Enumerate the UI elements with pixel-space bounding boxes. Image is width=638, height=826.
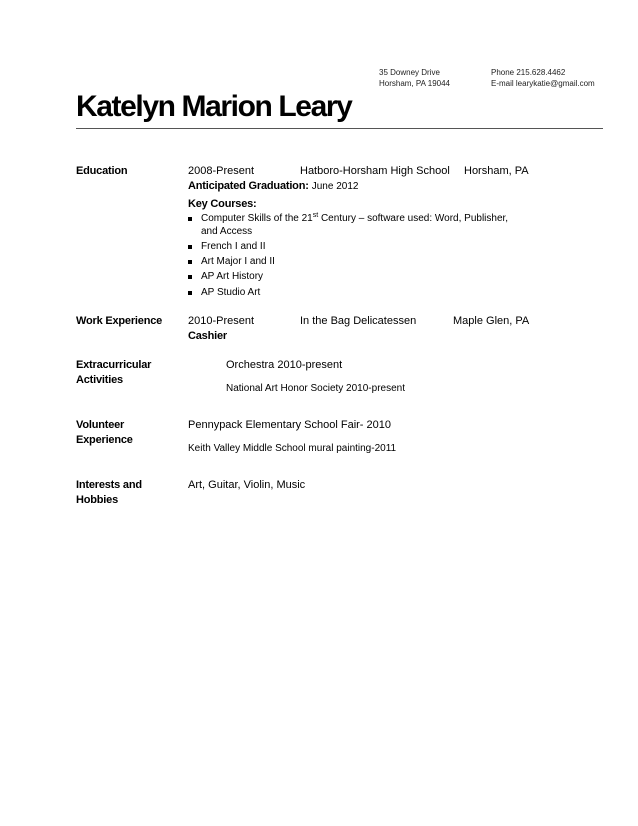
graduation-date: June 2012	[311, 181, 359, 192]
work-title: Cashier	[188, 330, 227, 342]
work-heading: Work Experience	[76, 315, 163, 327]
interests-text: Art, Guitar, Violin, Music	[188, 479, 306, 491]
work-location: Maple Glen, PA	[453, 315, 530, 327]
resume-name: Katelyn Marion Leary	[76, 90, 352, 123]
graduation-label: Anticipated Graduation:	[188, 180, 309, 192]
course-item: Art Major I and II	[201, 256, 275, 267]
education-location: Horsham, PA	[464, 165, 529, 177]
education-school: Hatboro-Horsham High School	[300, 165, 450, 177]
interests-heading: Interests and Hobbies	[76, 479, 142, 506]
key-courses-label: Key Courses:	[188, 198, 257, 210]
volunteer-item: Keith Valley Middle School mural painting-2011	[188, 443, 397, 454]
work-dates: 2010-Present	[188, 315, 255, 327]
volunteer-item: Pennypack Elementary School Fair- 2010	[188, 419, 391, 431]
bullet-icon	[188, 275, 192, 279]
work-employer: In the Bag Delicatessen	[300, 315, 417, 327]
anticipated-graduation	[188, 179, 358, 194]
course-item: AP Art History	[201, 271, 264, 282]
course-item-continuation: and Access	[201, 226, 253, 237]
bullet-icon	[188, 291, 192, 295]
education-heading: Education	[76, 165, 128, 177]
extracurricular-heading: Extracurricular Activities	[76, 359, 152, 386]
bullet-icon	[188, 217, 192, 221]
course-item: AP Studio Art	[201, 287, 261, 298]
address	[379, 67, 450, 89]
education-dates: 2008-Present	[188, 165, 255, 177]
bullet-icon	[188, 245, 192, 249]
header-divider	[76, 128, 603, 129]
address-line-1: 35 Downey Drive	[379, 68, 440, 77]
volunteer-heading: Volunteer Experience	[76, 419, 133, 446]
extracurricular-item: National Art Honor Society 2010-present	[226, 383, 405, 394]
extracurricular-item: Orchestra 2010-present	[226, 359, 343, 371]
email: E-mail learykatie@gmail.com	[491, 79, 595, 88]
phone: Phone 215.628.4462	[491, 68, 566, 77]
course-item: Computer Skills of the 21st Century – software used: Word, Publisher,	[201, 212, 509, 224]
bullet-icon	[188, 260, 192, 264]
course-item: French I and II	[201, 241, 266, 252]
address-line-2: Horsham, PA 19044	[379, 79, 451, 88]
contact-info	[491, 67, 595, 89]
